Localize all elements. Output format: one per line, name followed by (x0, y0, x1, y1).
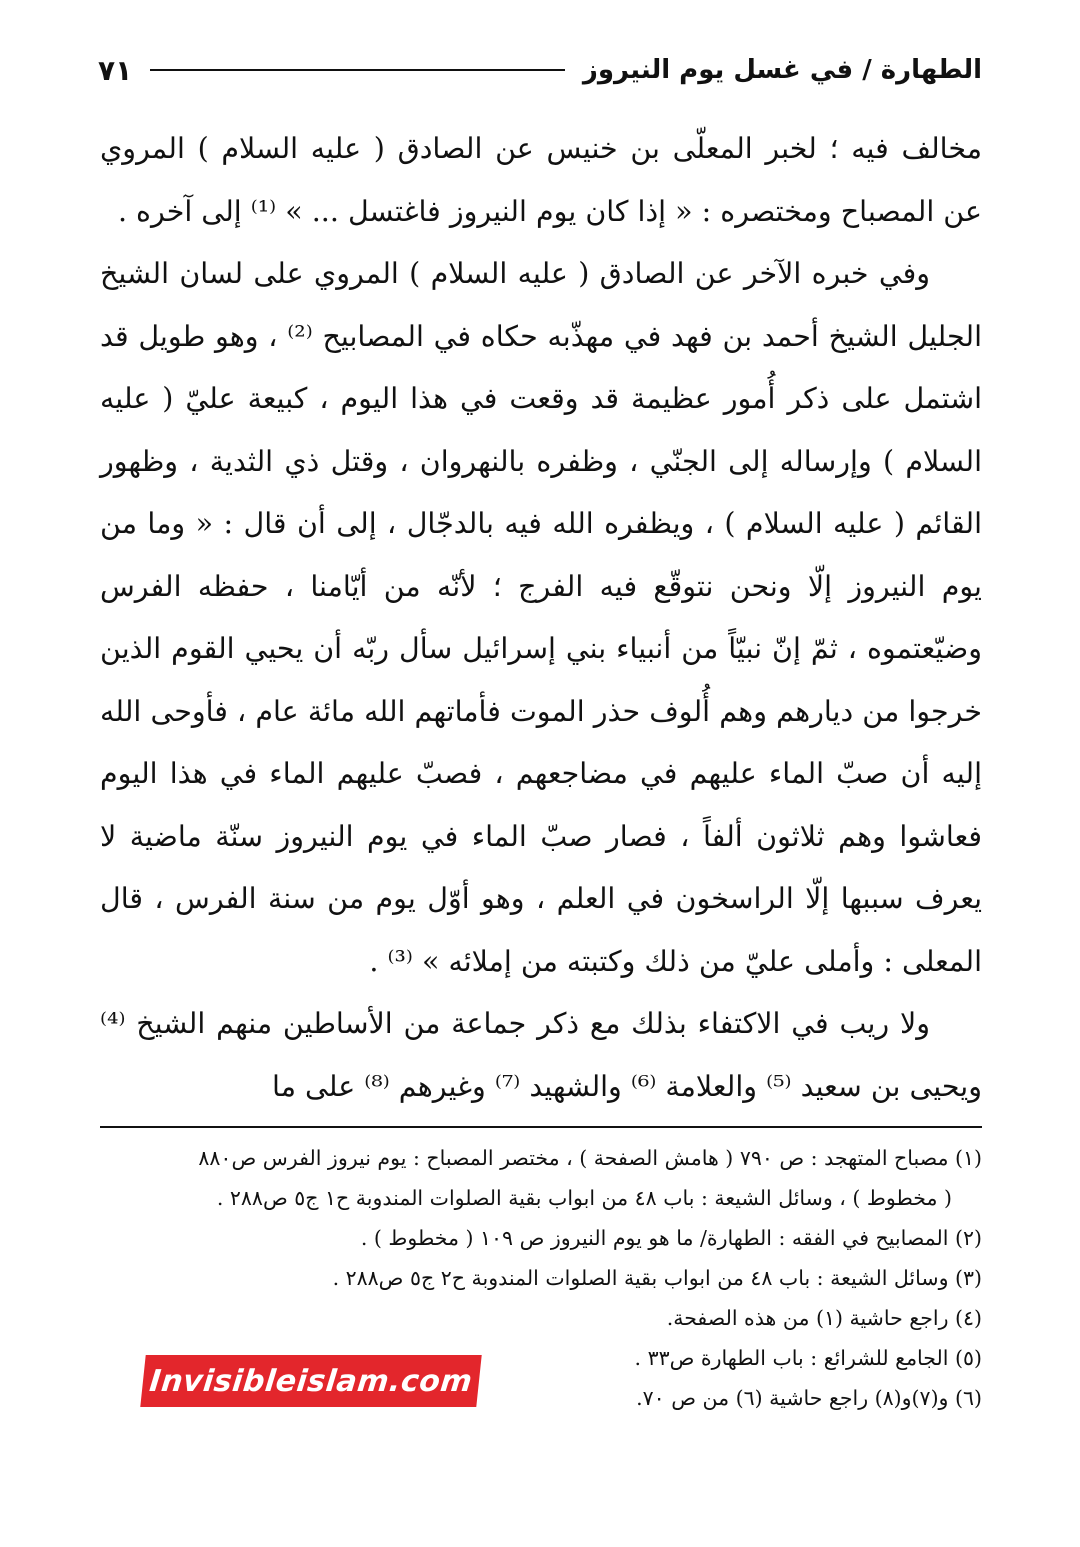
paragraph-2: وفي خبره الآخر عن الصادق ( عليه السلام ) المروي على لسان الشيخ الجليل الشيخ أحمد بن فهد في مهذّبه حكاه في المصابيح ⁽²⁾ ، وهو طويل قد اشتمل على ذكر أُمور عظيمة قد وقعت في هذا اليوم ، كبيعة عليّ ( عليه السلام ) وإرساله إلى الجنّي ، وظفره بالنهروان ، وقتل ذي الثدية ، وظهور القائم ( عليه السلام ) ، ويظفره الله فيه بالدجّال ، إلى أن قال : « وما من يوم النيروز إلّا ونحن نتوقّع فيه الفرج ؛ لأنّه من أيّامنا ، حفظه الفرس وضيّعتموه ، ثمّ إنّ نبيّاً من أنبياء بني إسرائيل سأل ربّه أن يحيي القوم الذين خرجوا من ديارهم وهم أُلوف حذر الموت فأماتهم الله مائة عام ، فأوحى الله إليه أن صبّ الماء عليهم في مضاجعهم ، فصبّ عليهم الماء في هذا اليوم فعاشوا وهم ثلاثون ألفاً ، فصار صبّ الماء في يوم النيروز سنّة ماضية لا يعرف سببها إلّا الراسخون في العلم ، وهو أوّل يوم من سنة الفرس ، قال المعلى : وأملى عليّ من ذلك وكتبته من إملائه » ⁽³⁾ . (100, 257, 982, 978)
paragraph-1: مخالف فيه ؛ لخبر المعلّى بن خنيس عن الصادق ( عليه السلام ) المروي عن المصباح ومختصره : « إذا كان يوم النيروز فاغتسل ... » ⁽¹⁾ إلى آخره . (100, 132, 982, 228)
footnote-3: (٣) وسائل الشيعة : باب ٤٨ من ابواب بقية الصلوات المندوبة ح٢ ج٥ ص٢٨٨ . (332, 1266, 982, 1290)
page-number: ٧١ (98, 53, 133, 87)
footnote-4: (٤) راجع حاشية (١) من هذه الصفحة. (666, 1306, 982, 1330)
header-rule (150, 69, 565, 71)
watermark-text: Invisibleislam.com (147, 1363, 475, 1399)
footnote-1: (١) مصباح المتهجد : ص ٧٩٠ ( هامش الصفحة ) ، مختصر المصباح : يوم نيروز الفرس ص٨٨٠ (198, 1146, 982, 1170)
footnote-divider (100, 1126, 982, 1128)
watermark-badge (140, 1355, 481, 1407)
running-header (98, 48, 982, 92)
main-text (100, 118, 982, 1118)
paragraph-3: ولا ريب في الاكتفاء بذلك مع ذكر جماعة من الأساطين منهم الشيخ ⁽⁴⁾ ويحيى بن سعيد ⁽⁵⁾ والعلامة ⁽⁶⁾ والشهيد ⁽⁷⁾ وغيرهم ⁽⁸⁾ على ما (100, 1007, 982, 1103)
footnote-6: (٦) و(٧)و(٨) راجع حاشية (٦) من ص ٧٠. (636, 1386, 982, 1410)
chapter-title: الطهارة / في غسل يوم النيروز (582, 55, 982, 85)
footnote-1-continued: ( مخطوط ) ، وسائل الشيعة : باب ٤٨ من ابواب بقية الصلوات المندوبة ح١ ج٥ ص٢٨٨ . (216, 1186, 952, 1210)
footnote-2: (٢) المصابيح في الفقه : الطهارة/ ما هو يوم النيروز ص ١٠٩ ( مخطوط ) . (360, 1226, 982, 1250)
footnote-5: (٥) الجامع للشرائع : باب الطهارة ص٣٣ . (634, 1346, 982, 1370)
